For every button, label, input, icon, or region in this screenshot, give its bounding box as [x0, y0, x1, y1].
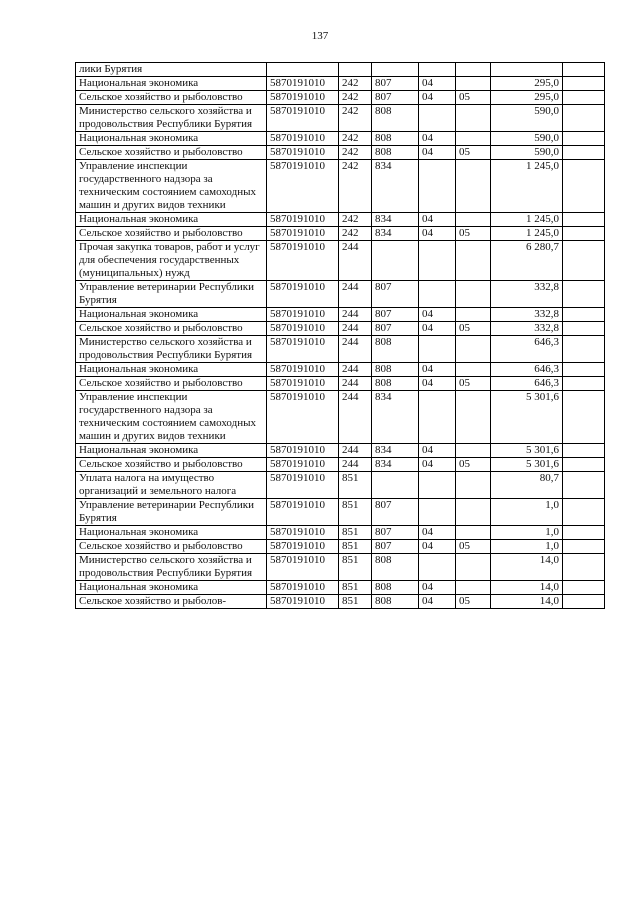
row-vr-cell: 244: [339, 377, 372, 391]
table-row: [76, 526, 605, 540]
row-grbs-cell: [372, 472, 419, 499]
row-rz-cell: [419, 63, 456, 77]
row-csr-cell: 5870191010: [267, 444, 339, 458]
row-sum-cell: 1 245,0: [491, 160, 563, 213]
row-rz-cell: 04: [419, 526, 456, 540]
row-sum-cell: 332,8: [491, 322, 563, 336]
row-rz-cell: 04: [419, 540, 456, 554]
row-empty-cell: [563, 241, 605, 281]
table-row: [76, 227, 605, 241]
row-vr-cell: 244: [339, 322, 372, 336]
row-grbs-cell: 808: [372, 363, 419, 377]
row-rz-cell: [419, 105, 456, 132]
row-rz-cell: [419, 336, 456, 363]
row-pr-cell: [456, 336, 491, 363]
table-row: [76, 213, 605, 227]
table-row: [76, 554, 605, 581]
row-empty-cell: [563, 146, 605, 160]
row-name-cell: Национальная экономика: [76, 581, 267, 595]
row-vr-cell: 851: [339, 540, 372, 554]
row-grbs-cell: 807: [372, 308, 419, 322]
row-pr-cell: [456, 391, 491, 444]
table-row: [76, 77, 605, 91]
row-pr-cell: [456, 526, 491, 540]
row-sum-cell: 590,0: [491, 132, 563, 146]
row-name-cell: Сельское хозяйство и рыболовство: [76, 540, 267, 554]
row-grbs-cell: 807: [372, 77, 419, 91]
row-grbs-cell: 834: [372, 213, 419, 227]
row-vr-cell: 244: [339, 363, 372, 377]
row-name-cell: Сельское хозяйство и рыболовство: [76, 322, 267, 336]
row-name-cell: Управление ветеринарии Республики Бурятия: [76, 499, 267, 526]
row-empty-cell: [563, 595, 605, 609]
row-grbs-cell: [372, 241, 419, 281]
row-sum-cell: 5 301,6: [491, 444, 563, 458]
table-row: [76, 281, 605, 308]
row-rz-cell: 04: [419, 77, 456, 91]
row-csr-cell: 5870191010: [267, 281, 339, 308]
row-pr-cell: [456, 554, 491, 581]
row-rz-cell: [419, 554, 456, 581]
row-pr-cell: [456, 444, 491, 458]
row-pr-cell: 05: [456, 227, 491, 241]
row-csr-cell: 5870191010: [267, 160, 339, 213]
table-row: [76, 377, 605, 391]
table-row: [76, 391, 605, 444]
table-row: [76, 595, 605, 609]
row-csr-cell: 5870191010: [267, 554, 339, 581]
row-sum-cell: 646,3: [491, 377, 563, 391]
page-number: 137: [311, 30, 329, 42]
row-pr-cell: 05: [456, 540, 491, 554]
row-sum-cell: 590,0: [491, 105, 563, 132]
budget-table: [75, 62, 605, 609]
table-row: [76, 581, 605, 595]
row-pr-cell: [456, 308, 491, 322]
row-name-cell: Национальная экономика: [76, 213, 267, 227]
table-row: [76, 241, 605, 281]
row-csr-cell: 5870191010: [267, 526, 339, 540]
row-name-cell: Управление ветеринарии Республики Бурятия: [76, 281, 267, 308]
row-grbs-cell: 808: [372, 377, 419, 391]
row-csr-cell: 5870191010: [267, 499, 339, 526]
row-grbs-cell: 807: [372, 281, 419, 308]
row-grbs-cell: 807: [372, 526, 419, 540]
row-pr-cell: [456, 213, 491, 227]
row-sum-cell: 6 280,7: [491, 241, 563, 281]
row-vr-cell: 244: [339, 241, 372, 281]
row-sum-cell: 1 245,0: [491, 227, 563, 241]
row-rz-cell: 04: [419, 458, 456, 472]
row-rz-cell: 04: [419, 213, 456, 227]
row-rz-cell: 04: [419, 132, 456, 146]
row-empty-cell: [563, 444, 605, 458]
row-name-cell: Сельское хозяйство и рыболовство: [76, 227, 267, 241]
budget-table-body: [76, 63, 605, 609]
row-name-cell: Министерство сельского хозяйства и продовольствия Республики Бурятия: [76, 554, 267, 581]
row-grbs-cell: 834: [372, 160, 419, 213]
row-empty-cell: [563, 308, 605, 322]
row-csr-cell: [267, 63, 339, 77]
row-empty-cell: [563, 160, 605, 213]
row-pr-cell: [456, 581, 491, 595]
row-grbs-cell: 808: [372, 336, 419, 363]
row-grbs-cell: [372, 63, 419, 77]
table-row: [76, 540, 605, 554]
row-pr-cell: [456, 281, 491, 308]
table-row: [76, 91, 605, 105]
row-csr-cell: 5870191010: [267, 336, 339, 363]
row-sum-cell: 5 301,6: [491, 391, 563, 444]
row-sum-cell: 14,0: [491, 581, 563, 595]
row-csr-cell: 5870191010: [267, 581, 339, 595]
row-pr-cell: 05: [456, 377, 491, 391]
row-vr-cell: 244: [339, 281, 372, 308]
row-grbs-cell: 834: [372, 444, 419, 458]
row-vr-cell: 242: [339, 146, 372, 160]
row-rz-cell: [419, 472, 456, 499]
row-empty-cell: [563, 526, 605, 540]
row-empty-cell: [563, 322, 605, 336]
row-vr-cell: [339, 63, 372, 77]
row-name-cell: Сельское хозяйство и рыболовство: [76, 146, 267, 160]
table-row: [76, 363, 605, 377]
row-name-cell: Сельское хозяйство и рыболовство: [76, 377, 267, 391]
row-grbs-cell: 807: [372, 499, 419, 526]
table-row: [76, 322, 605, 336]
row-csr-cell: 5870191010: [267, 132, 339, 146]
row-pr-cell: 05: [456, 91, 491, 105]
row-csr-cell: 5870191010: [267, 308, 339, 322]
row-empty-cell: [563, 105, 605, 132]
row-grbs-cell: 808: [372, 554, 419, 581]
row-csr-cell: 5870191010: [267, 595, 339, 609]
row-csr-cell: 5870191010: [267, 227, 339, 241]
row-empty-cell: [563, 458, 605, 472]
row-name-cell: Уплата налога на имущество организаций и земельного налога: [76, 472, 267, 499]
row-empty-cell: [563, 581, 605, 595]
table-row: [76, 63, 605, 77]
row-sum-cell: 1,0: [491, 540, 563, 554]
row-csr-cell: 5870191010: [267, 146, 339, 160]
row-csr-cell: 5870191010: [267, 472, 339, 499]
row-empty-cell: [563, 63, 605, 77]
row-vr-cell: 242: [339, 132, 372, 146]
table-row: [76, 146, 605, 160]
row-empty-cell: [563, 213, 605, 227]
row-pr-cell: [456, 63, 491, 77]
row-sum-cell: 1,0: [491, 499, 563, 526]
row-name-cell: Министерство сельского хозяйства и продовольствия Республики Бурятия: [76, 105, 267, 132]
row-grbs-cell: 808: [372, 146, 419, 160]
table-row: [76, 458, 605, 472]
row-rz-cell: [419, 499, 456, 526]
row-grbs-cell: 808: [372, 595, 419, 609]
table-row: [76, 132, 605, 146]
row-sum-cell: 5 301,6: [491, 458, 563, 472]
table-row: [76, 105, 605, 132]
row-pr-cell: 05: [456, 322, 491, 336]
row-sum-cell: 646,3: [491, 363, 563, 377]
table-row: [76, 336, 605, 363]
row-empty-cell: [563, 77, 605, 91]
row-vr-cell: 244: [339, 336, 372, 363]
row-pr-cell: [456, 499, 491, 526]
row-empty-cell: [563, 554, 605, 581]
row-grbs-cell: 807: [372, 91, 419, 105]
row-name-cell: Национальная экономика: [76, 363, 267, 377]
row-csr-cell: 5870191010: [267, 241, 339, 281]
row-vr-cell: 242: [339, 227, 372, 241]
row-grbs-cell: 807: [372, 322, 419, 336]
table-row: [76, 472, 605, 499]
row-rz-cell: 04: [419, 91, 456, 105]
row-vr-cell: 242: [339, 160, 372, 213]
row-csr-cell: 5870191010: [267, 322, 339, 336]
row-empty-cell: [563, 227, 605, 241]
row-empty-cell: [563, 472, 605, 499]
row-sum-cell: 1,0: [491, 526, 563, 540]
row-vr-cell: 242: [339, 91, 372, 105]
row-sum-cell: 332,8: [491, 308, 563, 322]
row-empty-cell: [563, 336, 605, 363]
row-name-cell: Сельское хозяйство и рыболов-: [76, 595, 267, 609]
row-csr-cell: 5870191010: [267, 213, 339, 227]
row-sum-cell: 80,7: [491, 472, 563, 499]
row-pr-cell: [456, 77, 491, 91]
row-vr-cell: 244: [339, 391, 372, 444]
row-name-cell: Национальная экономика: [76, 77, 267, 91]
row-name-cell: Министерство сельского хозяйства и продовольствия Республики Бурятия: [76, 336, 267, 363]
row-pr-cell: 05: [456, 146, 491, 160]
row-sum-cell: 590,0: [491, 146, 563, 160]
row-empty-cell: [563, 363, 605, 377]
row-empty-cell: [563, 91, 605, 105]
row-name-cell: Национальная экономика: [76, 132, 267, 146]
row-grbs-cell: 834: [372, 458, 419, 472]
table-row: [76, 160, 605, 213]
row-sum-cell: [491, 63, 563, 77]
row-vr-cell: 851: [339, 595, 372, 609]
row-vr-cell: 851: [339, 499, 372, 526]
row-csr-cell: 5870191010: [267, 540, 339, 554]
row-name-cell: Управление инспекции государственного надзора за техническим состоянием самоходных машин и других видов техники: [76, 160, 267, 213]
row-vr-cell: 244: [339, 444, 372, 458]
row-vr-cell: 851: [339, 472, 372, 499]
row-pr-cell: [456, 160, 491, 213]
row-grbs-cell: 808: [372, 581, 419, 595]
row-vr-cell: 242: [339, 213, 372, 227]
row-vr-cell: 242: [339, 105, 372, 132]
row-grbs-cell: 834: [372, 391, 419, 444]
row-name-cell: Сельское хозяйство и рыболовство: [76, 458, 267, 472]
row-rz-cell: 04: [419, 595, 456, 609]
row-name-cell: Прочая закупка товаров, работ и услуг для обеспечения государственных (муниципальных) нужд: [76, 241, 267, 281]
row-sum-cell: 14,0: [491, 595, 563, 609]
row-rz-cell: 04: [419, 377, 456, 391]
row-pr-cell: 05: [456, 458, 491, 472]
table-row: [76, 308, 605, 322]
row-sum-cell: 14,0: [491, 554, 563, 581]
row-rz-cell: [419, 391, 456, 444]
row-empty-cell: [563, 391, 605, 444]
row-sum-cell: 295,0: [491, 77, 563, 91]
row-sum-cell: 332,8: [491, 281, 563, 308]
row-grbs-cell: 808: [372, 105, 419, 132]
row-csr-cell: 5870191010: [267, 77, 339, 91]
row-rz-cell: [419, 160, 456, 213]
row-pr-cell: [456, 363, 491, 377]
row-csr-cell: 5870191010: [267, 105, 339, 132]
row-rz-cell: 04: [419, 308, 456, 322]
row-name-cell: Национальная экономика: [76, 526, 267, 540]
row-name-cell: Управление инспекции государственного надзора за техническим состоянием самоходных машин и других видов техники: [76, 391, 267, 444]
row-name-cell: Сельское хозяйство и рыболовство: [76, 91, 267, 105]
row-name-cell: лики Бурятия: [76, 63, 267, 77]
row-empty-cell: [563, 540, 605, 554]
row-csr-cell: 5870191010: [267, 391, 339, 444]
row-grbs-cell: 807: [372, 540, 419, 554]
row-csr-cell: 5870191010: [267, 91, 339, 105]
row-rz-cell: [419, 281, 456, 308]
row-pr-cell: [456, 132, 491, 146]
row-sum-cell: 646,3: [491, 336, 563, 363]
row-grbs-cell: 808: [372, 132, 419, 146]
row-csr-cell: 5870191010: [267, 377, 339, 391]
row-vr-cell: 851: [339, 526, 372, 540]
row-pr-cell: [456, 472, 491, 499]
row-vr-cell: 851: [339, 554, 372, 581]
row-vr-cell: 244: [339, 458, 372, 472]
row-empty-cell: [563, 281, 605, 308]
row-vr-cell: 851: [339, 581, 372, 595]
row-vr-cell: 242: [339, 77, 372, 91]
table-row: [76, 499, 605, 526]
row-empty-cell: [563, 377, 605, 391]
row-rz-cell: 04: [419, 444, 456, 458]
row-rz-cell: 04: [419, 322, 456, 336]
row-csr-cell: 5870191010: [267, 363, 339, 377]
row-name-cell: Национальная экономика: [76, 308, 267, 322]
row-vr-cell: 244: [339, 308, 372, 322]
row-rz-cell: 04: [419, 227, 456, 241]
row-empty-cell: [563, 132, 605, 146]
row-pr-cell: [456, 105, 491, 132]
table-row: [76, 444, 605, 458]
row-rz-cell: 04: [419, 146, 456, 160]
row-grbs-cell: 834: [372, 227, 419, 241]
row-rz-cell: 04: [419, 363, 456, 377]
row-csr-cell: 5870191010: [267, 458, 339, 472]
row-pr-cell: [456, 241, 491, 281]
row-sum-cell: 295,0: [491, 91, 563, 105]
row-empty-cell: [563, 499, 605, 526]
row-sum-cell: 1 245,0: [491, 213, 563, 227]
row-pr-cell: 05: [456, 595, 491, 609]
row-name-cell: Национальная экономика: [76, 444, 267, 458]
row-rz-cell: 04: [419, 581, 456, 595]
row-rz-cell: [419, 241, 456, 281]
